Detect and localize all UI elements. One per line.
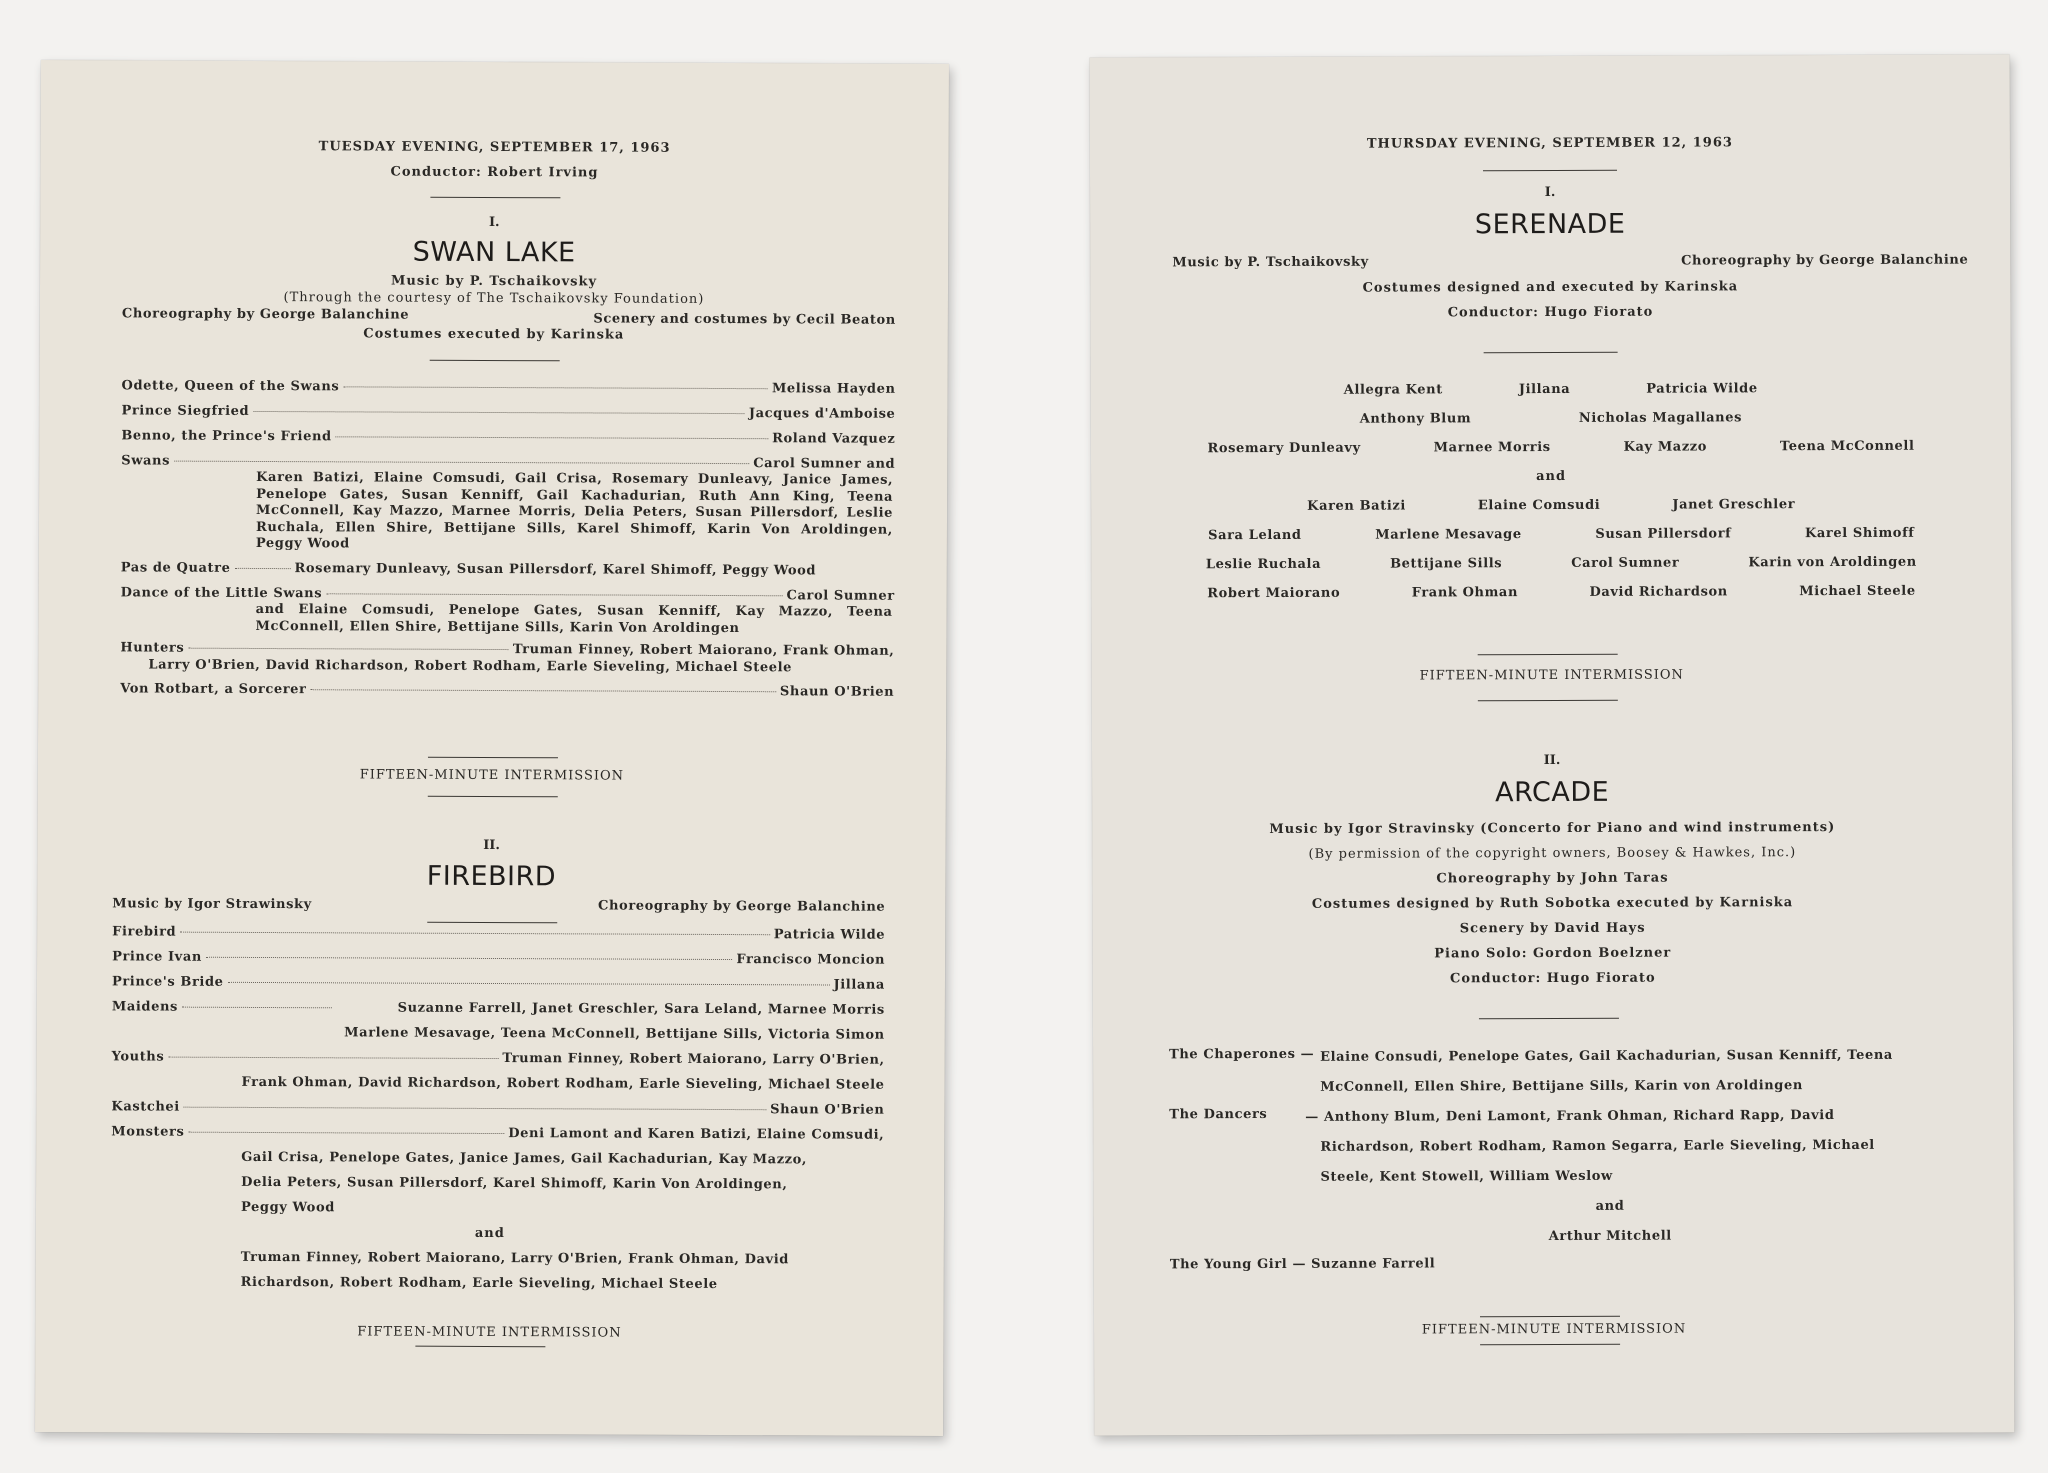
divider [415,1346,545,1348]
cast-row [111,1124,884,1142]
cast-role: Prince Ivan [112,949,202,965]
leader-dots [182,1007,332,1009]
conductor-line: Conductor: Hugo Fiorato [1449,970,1656,987]
leader-dots [188,1132,504,1134]
dancer-name: Patricia Wilde [1646,381,1758,397]
dancer-name: Teena McConnell [1779,438,1915,455]
dancer-name: Robert Maiorano [1207,585,1341,602]
divider [1480,1344,1620,1345]
dancer-name: Marnee Morris [1433,440,1551,456]
section-numeral: II. [1543,752,1561,769]
cast-role: The Chaperones — [1169,1046,1315,1063]
dancer-name: Frank Ohman [1411,585,1519,601]
cast-continuation: Frank Ohman, David Richardson, Robert Rodham, Earle Sieveling, Michael Steele [241,1074,885,1093]
cast-role: Hunters [120,640,185,656]
cast-dancers: Patricia Wilde [773,927,886,943]
divider [430,197,560,199]
dancer-name: Allegra Kent [1343,382,1443,398]
cast-dancers: — Anthony Blum, Deni Lamont, Frank Ohman, Richard Rapp, David [1305,1108,1835,1125]
cast-role: Youths [111,1049,165,1065]
leader-dots [206,957,732,960]
ballet-title-firebird: FIREBIRD [426,860,557,893]
music-credit: Music by Igor Stravinsky (Concerto for Piano and wind instruments) [1269,820,1836,837]
leader-dots [336,436,768,439]
music-credit: Music by P. Tschaikovsky [390,273,598,290]
cast-row [121,428,895,446]
cast-dancers: Jillana [833,977,886,993]
cast-continuation: Truman Finney, Robert Maiorano, Larry O'Brien, Frank Ohman, David [240,1249,789,1268]
cast-dancers: Suzanne Farrell, Janet Greschler, Sara Leland, Marnee Morris [397,1000,885,1018]
conductor-line: Conductor: Robert Irving [390,164,599,181]
divider [1478,654,1618,655]
cast-role: Swans [121,453,171,469]
cast-row [112,999,885,1017]
cast-dancers: Truman Finney, Robert Maiorano, Larry O'Brien, [502,1051,885,1068]
cast-continuation: Richardson, Robert Rodham, Ramon Segarra, Earle Sieveling, Michael [1320,1137,1875,1155]
dancer-name: Nicholas Magallanes [1578,410,1743,426]
ballet-title-arcade: ARCADE [1495,776,1610,809]
dancer-name: Rosemary Dunleavy [1207,440,1361,457]
divider [428,757,558,759]
cast-row [111,1099,884,1117]
cast-row [112,924,885,942]
courtesy-note: (Through the courtesy of The Tschaikovsky Foundation) [283,290,705,307]
cast-row [112,949,885,967]
costumes-credit: Costumes designed and executed by Karinska [1362,279,1739,296]
cast-role: Kastchei [111,1099,180,1115]
dancer-name: Susan Pillersdorf [1595,526,1732,542]
dancer-name: David Richardson [1589,584,1728,600]
dancers-row [1306,410,1796,427]
performance-date: THURSDAY EVENING, SEPTEMBER 12, 1963 [1366,135,1733,152]
leader-dots [188,648,509,650]
choreography-credit: Choreography by George Balanchine [598,898,886,915]
ballet-title-swan-lake: SWAN LAKE [412,236,576,269]
cast-role: The Dancers [1169,1106,1268,1123]
divider [1479,1018,1619,1019]
cast-continuation: and Elaine Comsudi, Penelope Gates, Susan Kenniff, Kay Mazzo, Teena McConnell, Ellen Shire, Bettijane Sills, Karin Von Aroldingen [255,601,893,636]
cast-dancers: Carol Sumner and [753,456,896,472]
cast-dancers: Rosemary Dunleavy, Susan Pillersdorf, Karel Shimoff, Peggy Wood [294,561,817,579]
cast-role: Prince's Bride [111,974,224,990]
music-credit: Music by P. Tschaikovsky [1172,254,1369,271]
cast-role: Von Rotbart, a Sorcerer [120,681,307,698]
dancer-name: Kay Mazzo [1623,439,1708,455]
dancer-name: Karel Shimoff [1804,525,1915,542]
cast-continuation: Karen Batizi, Elaine Comsudi, Gail Crisa, Rosemary Dunleavy, Janice James, Penelope Gates, Susan Kenniff, Gail Kachadurian, Ruth Ann King, Teena McConnell, Kay Mazzo, Marnee Morris, Delia Peters, Susan Pillersdorf, Leslie Ruchala, Ellen Shire, Bettijane Sills, Karel Shimoff, Karin Von Aroldingen, Peggy Wood [255,469,894,552]
cast-row [112,974,885,992]
intermission-label: FIFTEEN-MINUTE INTERMISSION [359,767,625,784]
dancers-row [1306,381,1796,398]
leader-dots [184,1107,766,1111]
leader-dots [228,982,830,986]
dancers-row [1271,497,1831,514]
dancers-row [1171,439,1951,457]
costumes-credit: Costumes designed by Ruth Sobotka executed by Karniska [1311,895,1794,912]
piano-solo-credit: Piano Solo: Gordon Boelzner [1434,945,1672,962]
cast-row [122,378,896,396]
performance-date: TUESDAY EVENING, SEPTEMBER 17, 1963 [318,139,671,156]
dancers-row [1171,526,1951,544]
permission-note: (By permission of the copyright owners, Boosey & Hawkes, Inc.) [1308,845,1797,862]
cast-row [121,560,895,578]
cast-role: Pas de Quatre [120,560,231,576]
cast-continuation: Gail Crisa, Penelope Gates, Janice James, Gail Kachadurian, Kay Mazzo, [241,1149,808,1168]
divider [427,922,557,924]
and-connector: and [474,1225,505,1242]
dancers-row [1171,555,1951,573]
choreography-credit: Choreography by John Taras [1436,870,1669,887]
leader-dots [311,689,776,692]
cast-continuation: Steele, Kent Stowell, William Weslow [1320,1168,1613,1185]
choreography-credit: Choreography by George Balanchine [121,306,410,323]
cast-dancers: Deni Lamont and Karen Batizi, Elaine Comsudi, [508,1126,885,1143]
cast-dancers: Carol Sumner [786,588,895,604]
intermission-label: FIFTEEN-MINUTE INTERMISSION [1419,667,1684,684]
and-connector: and [1595,1198,1625,1214]
cast-continuation: Richardson, Robert Rodham, Earle Sieveling, Michael Steele [240,1274,718,1292]
cast-continuation: Larry O'Brien, David Richardson, Robert Rodham, Earle Sieveling, Michael Steele [148,657,793,676]
dancer-name: Sara Leland [1208,527,1302,544]
leader-dots [234,568,290,569]
choreography-credit: Choreography by George Balanchine [1681,252,1969,269]
and-connector: and [1536,468,1567,485]
leader-dots [253,411,745,414]
cast-dancers: Truman Finney, Robert Maiorano, Frank Ohman, [512,642,895,659]
music-credit: Music by Igor Strawinsky [112,896,312,913]
cast-row: The Young Girl — Suzanne Farrell [1169,1256,1436,1273]
costumes-credit: Costumes executed by Karinska [363,326,625,343]
section-numeral: II. [483,837,500,854]
cast-dancers: Melissa Hayden [771,381,896,397]
cast-role: Dance of the Little Swans [120,585,323,602]
dancer-name: Anthony Blum [1359,411,1472,427]
section-numeral: I. [488,214,500,231]
cast-row [112,1049,885,1067]
dancer-name: Karen Batizi [1307,498,1406,514]
dancer-name: Elaine Comsudi [1477,497,1601,514]
intermission-label: FIFTEEN-MINUTE INTERMISSION [1421,1321,1687,1338]
dancer-name: Michael Steele [1799,583,1916,600]
leader-dots [343,386,768,389]
divider [430,360,560,362]
leader-dots [174,461,749,465]
cast-continuation: McConnell, Ellen Shire, Bettijane Sills, Karin von Aroldingen [1320,1078,1803,1095]
dancer-name: Karin von Aroldingen [1748,554,1917,571]
ballet-title-serenade: SERENADE [1474,208,1626,241]
section-numeral: I. [1544,184,1556,201]
cast-row [121,453,895,471]
program-sheet-thursday [1090,54,2015,1435]
divider [1480,1316,1620,1317]
cast-dancers: Shaun O'Brien [770,1102,885,1118]
cast-continuation: Peggy Wood [240,1199,335,1216]
cast-row [121,585,895,603]
cast-row [120,681,894,699]
cast-dancers: Jacques d'Amboise [748,406,896,422]
cast-role: Odette, Queen of the Swans [121,378,340,395]
divider [428,796,558,798]
dancer-name: Leslie Ruchala [1205,556,1322,573]
leader-dots [168,1057,498,1059]
scenery-credit: Scenery and costumes by Cecil Beaton [593,311,896,328]
divider [1478,700,1618,701]
dancer-name: Janet Greschler [1672,497,1796,513]
dancer-name: Jillana [1518,381,1571,398]
cast-dancers: Elaine Consudi, Penelope Gates, Gail Kachadurian, Susan Kenniff, Teena [1320,1047,1893,1065]
dancer-name: Carol Sumner [1571,555,1680,571]
dancer-name: Bettijane Sills [1390,556,1503,572]
cast-role: Monsters [111,1124,185,1140]
program-sheet-tuesday [35,60,949,1436]
cast-role: Maidens [111,999,178,1015]
cast-row [120,640,894,658]
cast-dancers: Shaun O'Brien [779,684,895,700]
cast-continuation: Delia Peters, Susan Pillersdorf, Karel Shimoff, Karin Von Aroldingen, [241,1174,788,1193]
intermission-label: FIFTEEN-MINUTE INTERMISSION [357,1324,622,1341]
dancer-name: Marlene Mesavage [1375,527,1522,543]
cast-dancers: Francisco Moncion [736,952,886,968]
dancers-row [1171,584,1951,602]
cast-role: Benno, the Prince's Friend [121,428,332,445]
cast-dancers: Roland Vazquez [772,431,896,447]
cast-continuation: Marlene Mesavage, Teena McConnell, Bettijane Sills, Victoria Simon [344,1025,885,1043]
scenery-credit: Scenery by David Hays [1459,920,1646,937]
leader-dots [180,932,769,936]
cast-role: Firebird [112,924,177,940]
cast-row [121,403,895,421]
cast-role: Prince Siegfried [121,403,250,419]
divider [1484,352,1618,353]
conductor-line: Conductor: Hugo Fiorato [1447,304,1654,321]
divider [1483,170,1617,171]
leader-dots [326,593,782,596]
cast-continuation: Arthur Mitchell [1548,1228,1672,1245]
